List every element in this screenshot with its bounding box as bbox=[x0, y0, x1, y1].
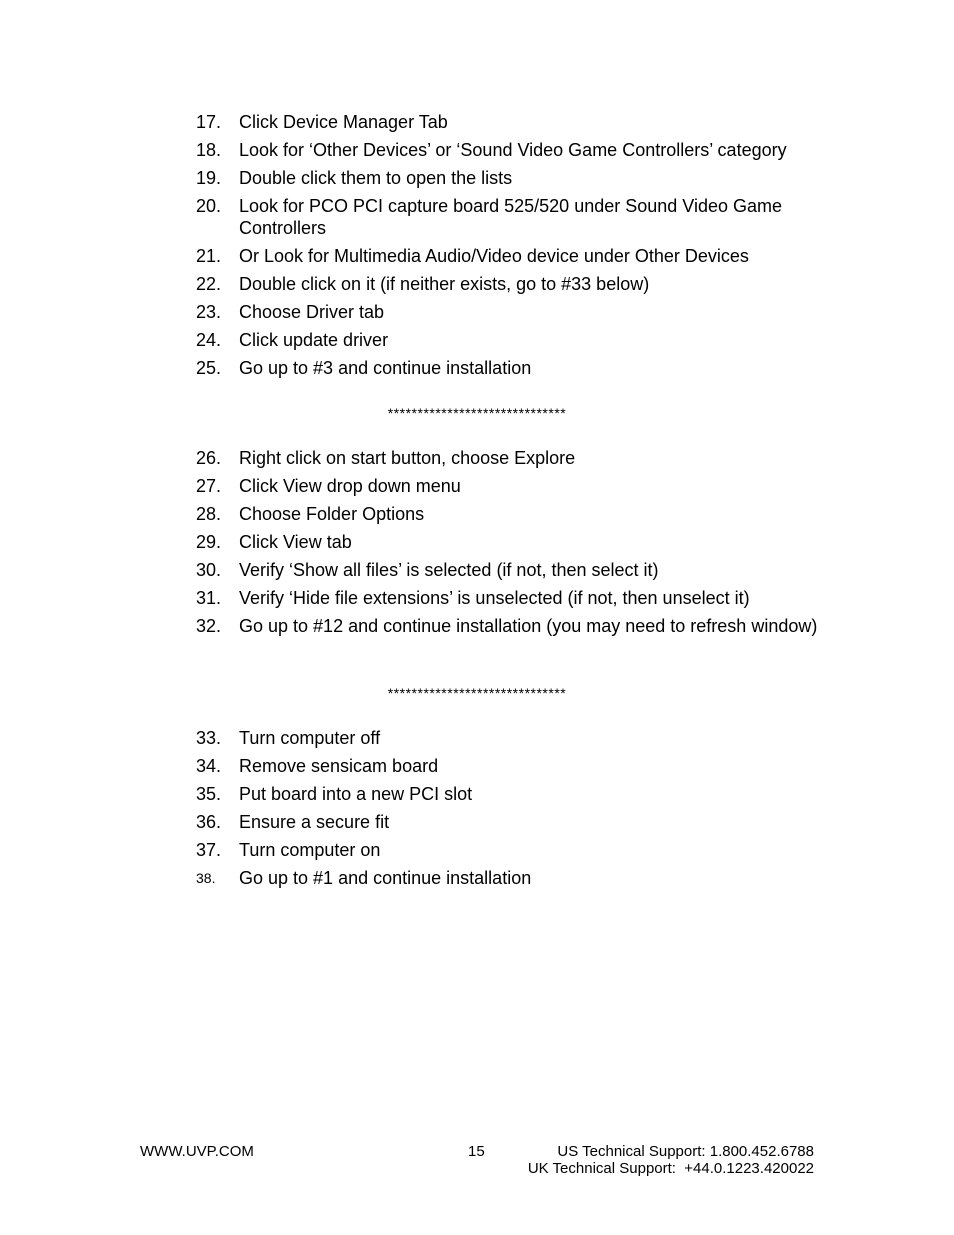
step-number: 30. bbox=[196, 560, 222, 580]
list-item bbox=[196, 839, 836, 861]
list-item bbox=[196, 531, 836, 553]
section-separator: ****************************** bbox=[387, 405, 567, 421]
step-list-device-manager bbox=[196, 111, 836, 385]
step-text: Remove sensicam board bbox=[239, 756, 439, 776]
list-item bbox=[196, 783, 836, 805]
step-number: 25. bbox=[196, 358, 222, 378]
step-number: 33. bbox=[196, 728, 222, 748]
step-text: Click Device Manager Tab bbox=[239, 112, 448, 132]
list-item bbox=[196, 301, 836, 323]
step-number: 18. bbox=[196, 140, 222, 160]
step-text: Verify ‘Show all files’ is selected (if not, then select it) bbox=[239, 560, 659, 580]
step-number: 29. bbox=[196, 532, 222, 552]
list-item bbox=[196, 475, 836, 497]
list-item bbox=[196, 245, 836, 267]
step-text: Double click them to open the lists bbox=[239, 168, 513, 188]
step-number: 22. bbox=[196, 274, 222, 294]
step-text: Go up to #3 and continue installation bbox=[239, 358, 532, 378]
step-number: 37. bbox=[196, 840, 222, 860]
uk-support-line: UK Technical Support: +44.0.1223.420022 bbox=[527, 1160, 814, 1177]
list-item bbox=[196, 727, 836, 749]
step-text: Click View drop down menu bbox=[239, 476, 461, 496]
step-number: 35. bbox=[196, 784, 222, 804]
step-number: 19. bbox=[196, 168, 222, 188]
step-number: 28. bbox=[196, 504, 222, 524]
step-number: 32. bbox=[196, 616, 222, 636]
step-text: Right click on start button, choose Explore bbox=[239, 448, 576, 468]
step-text: Or Look for Multimedia Audio/Video device under Other Devices bbox=[239, 246, 749, 266]
list-item bbox=[196, 615, 836, 637]
list-item bbox=[196, 329, 836, 351]
step-text: Double click on it (if neither exists, go to #33 below) bbox=[239, 274, 650, 294]
step-text: Click View tab bbox=[239, 532, 352, 552]
step-list-folder-options bbox=[196, 447, 836, 643]
list-item bbox=[196, 447, 836, 469]
step-text: Ensure a secure fit bbox=[239, 812, 390, 832]
list-item bbox=[196, 811, 836, 833]
step-text: Choose Folder Options bbox=[239, 504, 425, 524]
list-item bbox=[196, 111, 836, 133]
step-text: Choose Driver tab bbox=[239, 302, 385, 322]
footer-support-contacts bbox=[528, 1143, 814, 1177]
list-item bbox=[196, 587, 836, 609]
list-item bbox=[196, 867, 836, 889]
step-number: 17. bbox=[196, 112, 222, 132]
us-support-line: US Technical Support: 1.800.452.6788 bbox=[557, 1143, 814, 1160]
step-number: 20. bbox=[196, 196, 222, 216]
step-list-reseat-board bbox=[196, 727, 836, 895]
list-item bbox=[196, 503, 836, 525]
step-text: Go up to #1 and continue installation bbox=[239, 868, 532, 888]
step-number: 27. bbox=[196, 476, 222, 496]
step-number: 38. bbox=[196, 870, 216, 886]
footer-website: WWW.UVP.COM bbox=[140, 1143, 254, 1160]
page-footer bbox=[140, 1143, 814, 1183]
list-item bbox=[196, 755, 836, 777]
step-number: 26. bbox=[196, 448, 222, 468]
step-number: 21. bbox=[196, 246, 222, 266]
step-text: Put board into a new PCI slot bbox=[239, 784, 473, 804]
step-text: Look for ‘Other Devices’ or ‘Sound Video Game Controllers’ category bbox=[239, 140, 787, 160]
step-number: 34. bbox=[196, 756, 222, 776]
step-text: Turn computer off bbox=[239, 728, 381, 748]
step-text: Verify ‘Hide file extensions’ is unselected (if not, then unselect it) bbox=[239, 588, 750, 608]
step-number: 24. bbox=[196, 330, 222, 350]
list-item bbox=[196, 195, 836, 239]
step-number: 31. bbox=[196, 588, 222, 608]
step-text: Look for PCO PCI capture board 525/520 under Sound Video Game Controllers bbox=[239, 196, 783, 238]
section-separator: ****************************** bbox=[387, 685, 567, 701]
page-number: 15 bbox=[468, 1143, 485, 1160]
step-number: 23. bbox=[196, 302, 222, 322]
list-item bbox=[196, 167, 836, 189]
step-text: Go up to #12 and continue installation (you may need to refresh window) bbox=[239, 616, 818, 636]
step-number: 36. bbox=[196, 812, 222, 832]
list-item bbox=[196, 559, 836, 581]
list-item bbox=[196, 273, 836, 295]
step-text: Click update driver bbox=[239, 330, 389, 350]
list-item bbox=[196, 139, 836, 161]
step-text: Turn computer on bbox=[239, 840, 381, 860]
list-item bbox=[196, 357, 836, 379]
